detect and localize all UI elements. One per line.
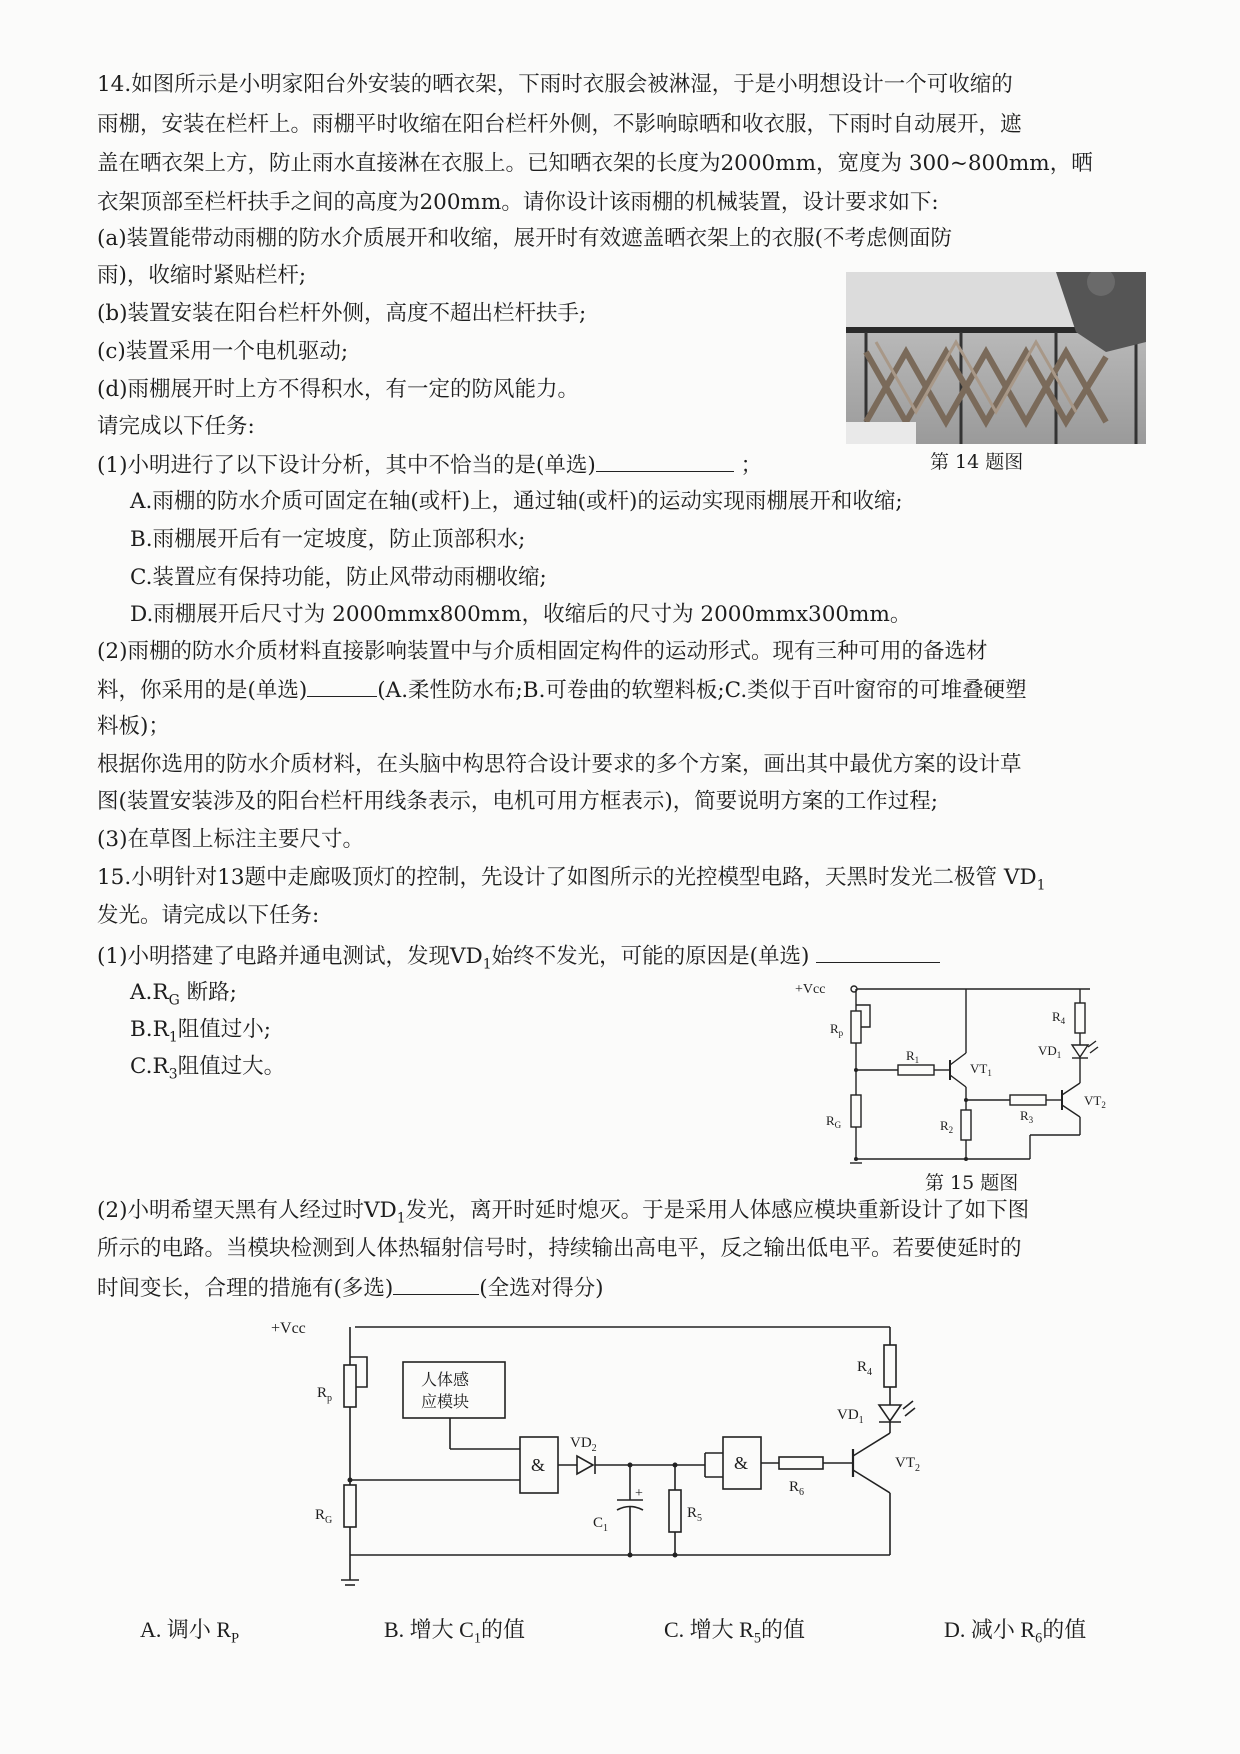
c2-r4-r: R [857,1359,868,1375]
q15-option-c [130,1052,285,1089]
q14-line-4: 衣架顶部至栏杆扶手之间的高度为200mm。请你设计该雨棚的机械装置，设计要求如下: [97,190,939,215]
q15-option-b-tail: 阻值过小; [177,1017,271,1042]
c1-r3-label [1020,1108,1034,1125]
q14-task-2-line-4: 根据你选用的防水介质材料，在头脑中构思符合设计要求的多个方案，画出其中最优方案的设计草 [97,752,1022,777]
q15-choice-d-sub: 6 [1035,1630,1043,1647]
c1-r4-r: R [1052,1009,1061,1024]
q15-choice-d [944,1613,1086,1647]
q15-option-a-tail: 断路; [186,980,237,1005]
q15-choice-b-tail: 的值 [481,1617,526,1642]
c2-r6-label [789,1479,804,1498]
q15-task-1-b: 始终不发光，可能的原因是(单选) [491,944,810,969]
c1-rp-sub: p [838,1028,844,1038]
q14-req-c: (c)装置采用一个电机驱动; [97,339,349,364]
c2-vd2-label [570,1435,597,1454]
c2-rp-r: R [317,1385,328,1401]
q15-option-a-sub: G [168,992,180,1009]
c2-r4-label [857,1359,872,1378]
q15-choice-b-text: B. 增大 C [384,1617,474,1642]
c2-and-gate-2: & [734,1453,749,1473]
c1-r2-r: R [940,1118,949,1133]
c2-r6-r: R [789,1479,800,1495]
q14-req-a: (a)装置能带动雨棚的防水介质展开和收缩，展开时有效遮盖晒衣架上的衣服(不考虑侧面防 [97,226,952,251]
c1-r1-sub: 1 [914,1055,920,1065]
c2-vt2-label [895,1455,920,1474]
q15-task-1-a: (1)小明搭建了电路并通电测试，发现VD [97,944,483,969]
c2-c1-c: C [593,1515,604,1531]
q14-tasks-heading: 请完成以下任务: [97,414,255,439]
c1-r1-label [906,1048,919,1065]
c1-rp-r: R [830,1021,839,1036]
circuit-figure-15 [790,975,1110,1175]
q15-task-1 [97,940,940,979]
q14-line-1: 14.如图所示是小明家阳台外安装的晒衣架，下雨时衣服会被淋湿，于是小明想设计一个可收缩的 [97,72,1013,97]
c2-vd1-label [837,1407,864,1426]
q15-line-1-sub: 1 [1036,877,1046,894]
q15-task-2-line-2: 所示的电路。当模块检测到人体热辐射信号时，持续输出高电平，反之输出低电平。若要使延时的 [97,1236,1022,1261]
c2-vd1-vd: VD [837,1407,859,1423]
q14-req-d: (d)雨棚展开时上方不得积水，有一定的防风能力。 [97,377,580,402]
q15-task-2-suffix: (全选对得分) [479,1276,604,1301]
c1-r3-r: R [1020,1108,1029,1123]
q14-task-2-line-5: 图(装置安装涉及的阳台栏杆用线条表示，电机可用方框表示)，简要说明方案的工作过程; [97,789,939,814]
c1-vd1-vd: VD [1038,1043,1057,1058]
c1-vt2-label [1084,1093,1106,1110]
q15-choice-d-tail: 的值 [1042,1617,1087,1642]
q14-task-2-line-3: 料板)； [97,714,170,739]
c2-r5-sub: 5 [697,1513,703,1524]
c1-vd1-label [1038,1043,1061,1060]
c2-rg-r: R [315,1507,326,1523]
c2-vt2-vt: VT [895,1455,915,1471]
q15-line-2: 发光。请完成以下任务: [97,903,320,928]
c2-c1-label [593,1515,608,1534]
q15-option-b [130,1015,271,1052]
q14-line-3: 盖在晒衣架上方，防止雨水直接淋在衣服上。已知晒衣架的长度为2000mm，宽度为 300~800mm，晒 [97,151,1093,176]
c2-rg-sub: G [325,1515,333,1526]
q15-option-a-label: A.R [130,980,169,1005]
q15-choice-b-sub: 1 [473,1630,482,1647]
q15-option-a [130,978,237,1015]
answer-blank-15-1[interactable] [816,940,940,963]
c1-vt2-sub: 2 [1101,1100,1106,1110]
q15-choice-a [140,1613,239,1647]
c2-and-gate-1: & [531,1455,546,1475]
q14-req-a-cont: 雨)，收缩时紧贴栏杆; [97,263,307,288]
q15-option-b-label: B.R [130,1017,169,1042]
c2-c1-sub: 1 [603,1523,609,1534]
circuit-figure-15-2 [265,1315,945,1595]
q15-task-1-sub: 1 [482,956,492,973]
c2-module-line-2: 应模块 [421,1394,470,1411]
q15-choice-a-text: A. 调小 R [140,1617,232,1642]
c2-rp-sub: p [327,1393,333,1404]
c2-r6-sub: 6 [799,1487,805,1498]
q14-task-3: (3)在草图上标注主要尺寸。 [97,827,364,852]
c1-r4-label [1052,1009,1066,1026]
c1-rg-label [826,1113,842,1130]
q14-task-2-suffix: (A.柔性防水布;B.可卷曲的软塑料板;C.类似于百叶窗帘的可堆叠硬塑 [377,678,1027,703]
c1-vcc-label: +Vcc [795,982,826,997]
c2-vd2-vd: VD [570,1435,592,1451]
q15-choice-d-text: D. 减小 R [944,1617,1036,1642]
c2-vcc-label: +Vcc [271,1320,306,1337]
q14-task-2-line-2 [97,674,1027,706]
figure-14-photo [846,272,1146,444]
q15-choice-a-sub: P [231,1630,240,1647]
c2-r4-sub: 4 [867,1367,873,1378]
q15-task-2-line-3 [97,1272,604,1304]
figure-14-caption: 第 14 题图 [930,451,1024,473]
c1-vt1-label [970,1061,992,1078]
c1-vt2-vt: VT [1084,1093,1102,1108]
q15-line-1 [97,863,1046,900]
c1-r2-sub: 2 [948,1125,954,1135]
c1-r1-r: R [906,1048,915,1063]
q15-task-2-b: 发光，离开时延时熄灭。于是采用人体感应模块重新设计了如下图 [405,1198,1030,1223]
q15-option-c-label: C.R [130,1054,169,1079]
answer-blank-15-2[interactable] [393,1272,479,1295]
c1-vt1-vt: VT [970,1061,988,1076]
q15-line-1-text: 15.小明针对13题中走廊吸顶灯的控制，先设计了如图所示的光控模型电路，天黑时发光二极管 VD [97,865,1037,890]
c2-rp-label [317,1385,332,1404]
q15-task-2-prefix: 时间变长，合理的措施有(多选) [97,1276,394,1301]
q14-task-1-suffix: ； [740,453,763,478]
q15-choice-c [664,1613,805,1647]
q15-choice-c-text: C. 增大 R [664,1617,754,1642]
q15-option-b-sub: 1 [168,1029,178,1046]
q14-option-b: B.雨棚展开后有一定坡度，防止顶部积水; [130,527,526,552]
answer-blank-14-1[interactable] [596,449,734,472]
c2-r5-label [687,1505,702,1524]
q14-req-b: (b)装置安装在阳台栏杆外侧，高度不超出栏杆扶手; [97,301,587,326]
c1-rg-r: R [826,1113,835,1128]
c2-vd2-sub: 2 [591,1443,597,1454]
q14-task-2-prefix: 料，你采用的是(单选) [97,678,308,703]
q15-option-c-sub: 3 [168,1066,178,1083]
c1-r4-sub: 4 [1060,1016,1066,1026]
c2-rg-label [315,1507,332,1526]
q15-task-2-a: (2)小明希望天黑有人经过时VD [97,1198,397,1223]
c1-r2-label [940,1118,953,1135]
q14-task-1 [97,449,762,481]
c2-c1-plus: + [635,1486,643,1501]
figure-15-caption: 第 15 题图 [925,1172,1019,1194]
q14-task-1-text: (1)小明进行了以下设计分析，其中不恰当的是(单选) [97,453,596,478]
q14-line-2: 雨棚，安装在栏杆上。雨棚平时收缩在阳台栏杆外侧，不影响晾晒和收衣服，下雨时自动展开，遮 [97,112,1022,137]
c1-vd1-sub: 1 [1056,1050,1062,1060]
c2-vd1-sub: 1 [858,1415,864,1426]
c2-vt2-sub: 2 [915,1463,920,1474]
q15-choice-c-sub: 5 [753,1630,762,1647]
q15-task-2-line-1 [97,1196,1029,1233]
q15-option-c-tail: 阻值过大。 [177,1054,286,1079]
q15-choice-c-tail: 的值 [761,1617,806,1642]
c1-r3-sub: 3 [1028,1115,1034,1125]
answer-blank-14-2[interactable] [307,674,377,697]
c2-r5-r: R [687,1505,698,1521]
q14-option-a: A.雨棚的防水介质可固定在轴(或杆)上，通过轴(或杆)的运动实现雨棚展开和收缩; [130,489,903,514]
q14-option-d: D.雨棚展开后尺寸为 2000mmx800mm，收缩后的尺寸为 2000mmx300mm。 [130,602,912,627]
c1-vt1-sub: 1 [987,1068,992,1078]
q15-choice-b [384,1613,525,1647]
q14-option-c: C.装置应有保持功能，防止风带动雨棚收缩; [130,565,547,590]
c1-rg-sub: G [834,1120,842,1130]
q15-task-2-sub: 1 [396,1210,406,1227]
q14-task-2-line-1: (2)雨棚的防水介质材料直接影响装置中与介质相固定构件的运动形式。现有三种可用的备选材 [97,639,988,664]
c2-module-line-1: 人体感 [421,1372,470,1389]
c1-rp-label [830,1021,844,1038]
